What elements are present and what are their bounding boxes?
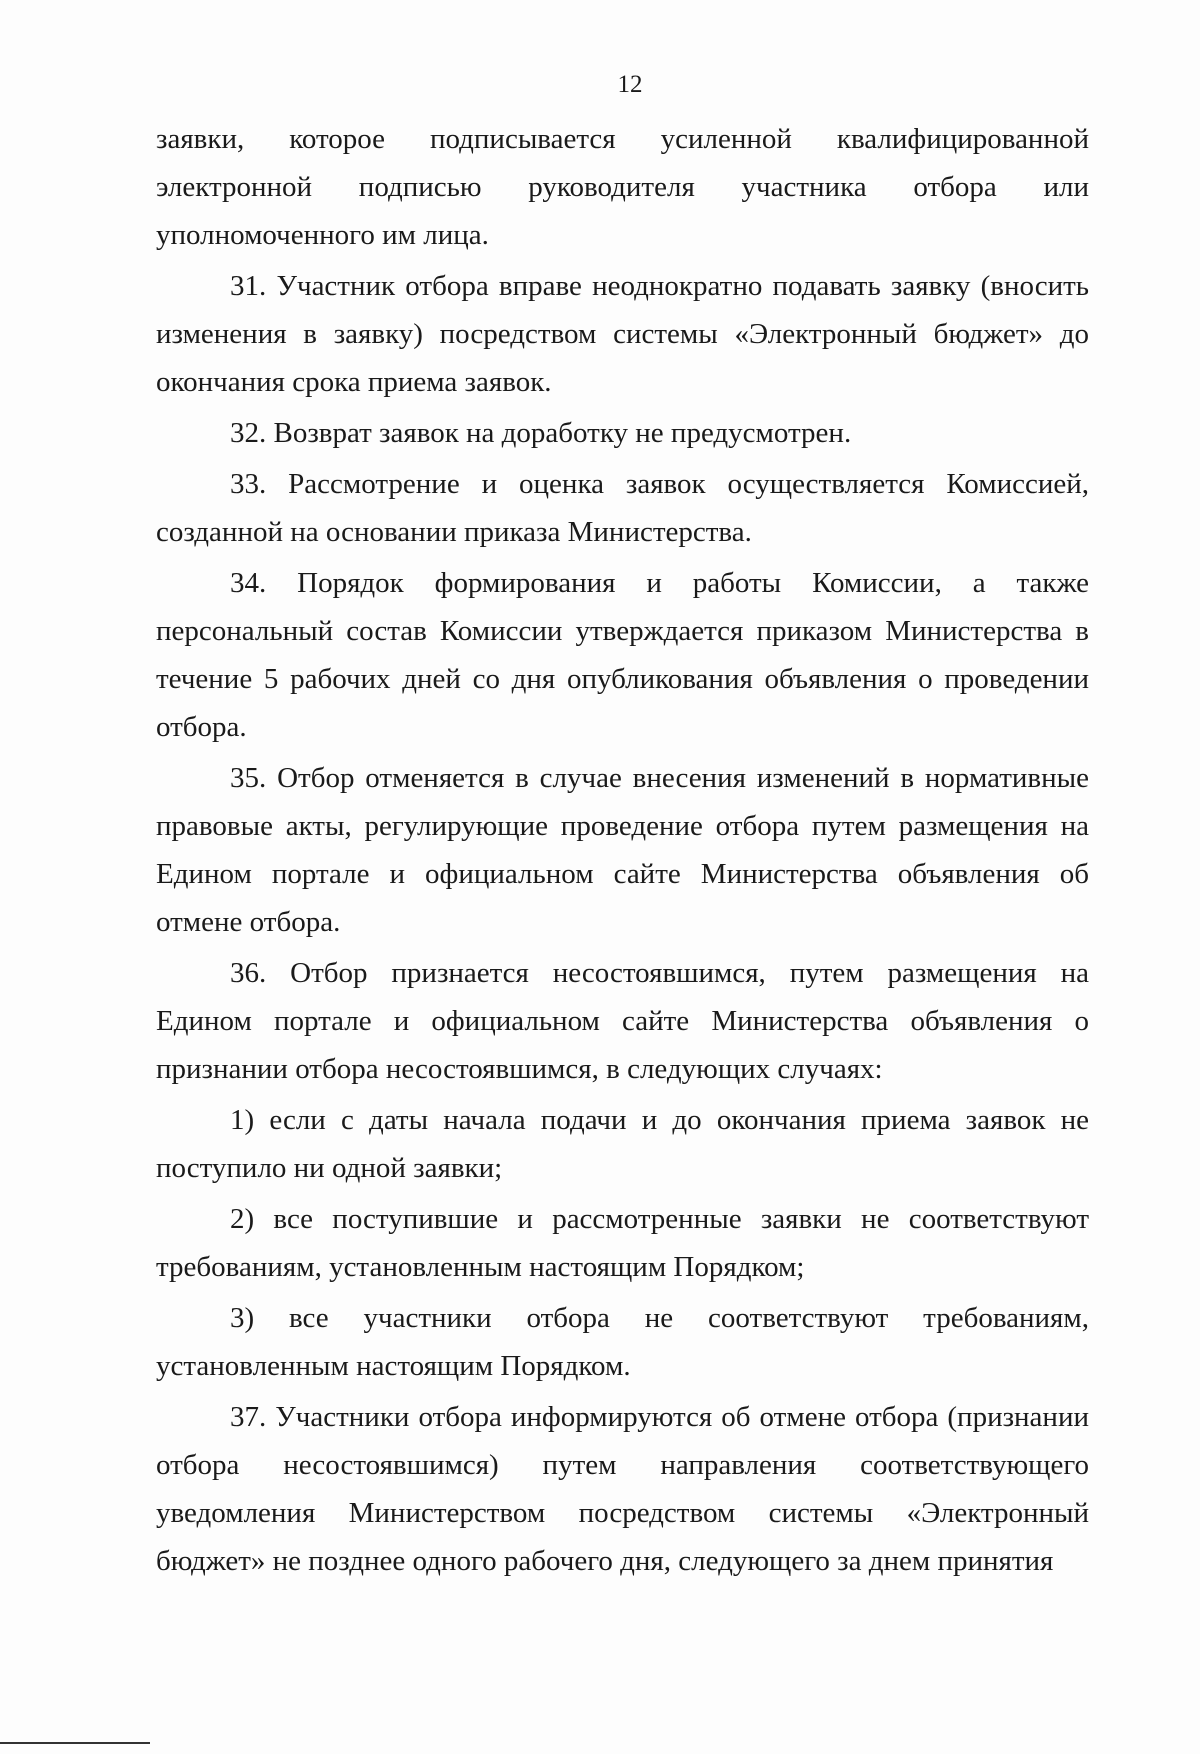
paragraph-item-35: 35. Отбор отменяется в случае внесения изменений в нормативные правовые акты, регулирующие проведение отбора путем размещения на Едином портале и официальном сайте Министерства объявления об отмене отбора. (156, 762, 1089, 938)
paragraph-item-36: 36. Отбор признается несостоявшимся, путем размещения на Едином портале и официальном сайте Министерства объявления о признании отбора несостоявшимся, в следующих случаях: (156, 957, 1089, 1085)
paragraph-item-36-2: 2) все поступившие и рассмотренные заявки не соответствуют требованиям, установленным настоящим Порядком; (156, 1203, 1089, 1283)
paragraph-item-36-1: 1) если с даты начала подачи и до окончания приема заявок не поступило ни одной заявки; (156, 1104, 1089, 1184)
paragraph-item-31: 31. Участник отбора вправе неоднократно подавать заявку (вносить изменения в заявку) посредством системы «Электронный бюджет» до окончания срока приема заявок. (156, 270, 1089, 398)
paragraph-item-36-3: 3) все участники отбора не соответствуют требованиям, установленным настоящим Порядком. (156, 1302, 1089, 1382)
page-number: 12 (617, 71, 643, 98)
paragraph-continuation: заявки, которое подписывается усиленной квалифицированной электронной подписью руководителя участника отбора или уполномоченного им лица. (156, 123, 1089, 251)
paragraph-item-34: 34. Порядок формирования и работы Комиссии, а также персональный состав Комиссии утверждается приказом Министерства в течение 5 рабочих дней со дня опубликования объявления о проведении отбора. (156, 567, 1089, 743)
scan-edge-line (0, 1742, 150, 1744)
paragraph-item-32: 32. Возврат заявок на доработку не предусмотрен. (230, 417, 852, 449)
document-body (156, 115, 1089, 1588)
paragraph-item-37: 37. Участники отбора информируются об отмене отбора (признании отбора несостоявшимся) путем направления соответствующего уведомления Министерством посредством системы «Электронный бюджет» не позднее одного рабочего дня, следующего за днем принятия (156, 1401, 1089, 1577)
paragraph-item-33: 33. Рассмотрение и оценка заявок осуществляется Комиссией, созданной на основании приказа Министерства. (156, 468, 1089, 548)
